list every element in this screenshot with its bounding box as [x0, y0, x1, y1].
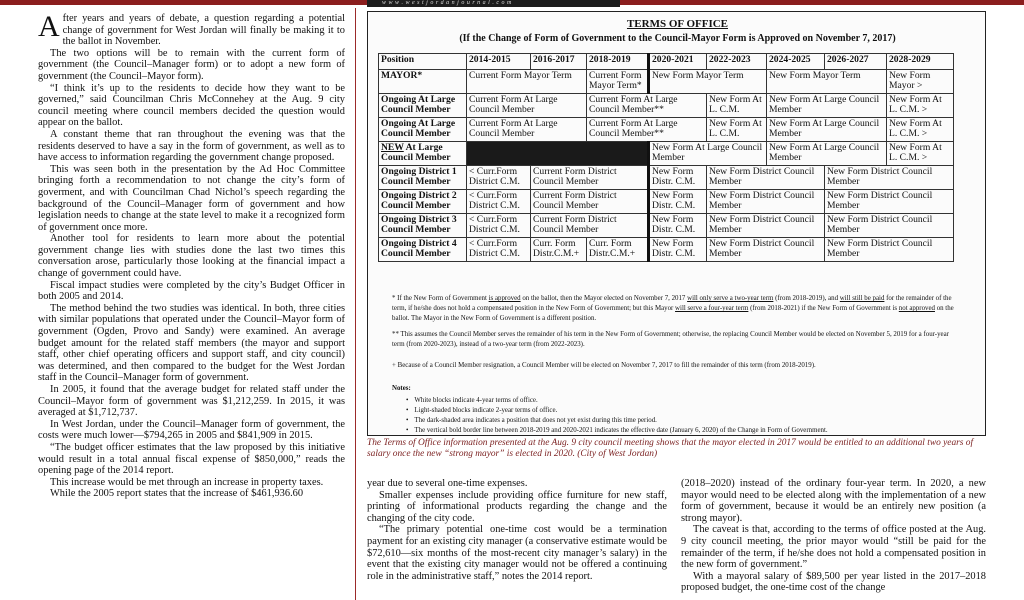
article-paragraph: Smaller expenses include providing office furniture for new staff, printing of informational products regarding the change and the changing of the city code.: [367, 489, 667, 524]
table-row: [379, 118, 954, 142]
table-header-row: [379, 54, 954, 70]
table-header-cell: 2018-2019: [587, 54, 649, 70]
article-paragraph: In 2005, it found that the average budget for related staff under the Council–Mayor form of government was $1,212,259. In 2015, it was averaged at $1,712,737.: [38, 384, 345, 419]
table-cell: < Curr.Form District C.M.: [467, 190, 531, 214]
table-header-cell: 2028-2029: [887, 54, 954, 70]
table-cell: Current Form At Large Council Member**: [587, 94, 707, 118]
table-cell: NEW At Large Council Member: [379, 142, 467, 166]
table-cell: New Form Distr. C.M.: [649, 238, 707, 262]
table-cell: Current Form District Council Member: [531, 166, 649, 190]
table-cell: New Form At Large Council Member: [767, 94, 887, 118]
table-row: [379, 166, 954, 190]
table-cell: New Form District Council Member: [707, 238, 825, 262]
table-row: [379, 70, 954, 94]
table-header-cell: Position: [379, 54, 467, 70]
table-cell: Ongoing At Large Council Member: [379, 118, 467, 142]
header-band: [367, 0, 620, 7]
table-cell: Curr. Form Distr.C.M.+: [587, 238, 649, 262]
figure-caption: The Terms of Office information presented at the Aug. 9 city council meeting shows that the mayor elected in 2017 would be entitled to an additional two years of salary once the new “strong mayor” is elected in 2020. (City of West Jordan): [367, 438, 974, 459]
article-paragraph: After years and years of debate, a question regarding a potential change of government for West Jordan will finally be making it to the ballot in November.: [38, 13, 345, 48]
table-cell: Current Form At Large Council Member**: [587, 118, 707, 142]
red-rule-left: [0, 0, 367, 5]
table-cell: Curr. Form Distr.C.M.+: [531, 238, 587, 262]
terms-subtitle: (If the Change of Form of Government to the Council-Mayor Form is Approved on November 7, 2017): [459, 33, 896, 44]
table-header-cell: 2026-2027: [825, 54, 887, 70]
article-paragraph: In West Jordan, under the Council–Manager form of government, the costs were much lower—$794,265 in 2005 and $841,909 in 2015.: [38, 418, 345, 442]
article-paragraph: The method behind the two studies was identical. In both, three cities with similar populations that operated under the Council–Mayor form of government (Ogden, Provo and Sandy) were examined. An average budget amount for the related staff members (the mayor and support staff, other chief operating officers and support staff, and city council) was determined, and then compared to the budget for the West Jordan staff in the Council–Manager form of government.: [38, 302, 345, 384]
table-cell: New Form At Large Council Member: [649, 142, 767, 166]
terms-title: TERMS OF OFFICE: [626, 18, 729, 30]
terms-table: [378, 53, 954, 262]
table-cell: New Form At L. C.M. >: [887, 118, 954, 142]
table-row: [379, 238, 954, 262]
table-header-cell: 2024-2025: [767, 54, 825, 70]
table-cell: New Form District Council Member: [825, 166, 954, 190]
list-item: • Light-shaded blocks indicate 2-year terms of office.: [406, 406, 956, 416]
table-header-cell: 2022-2023: [707, 54, 767, 70]
table-cell: New Form At L. C.M.: [707, 94, 767, 118]
article-paragraph: The two options will be to remain with the current form of government (the Council–Manager form) or to adopt a new form of government (the Council–Mayor form).: [38, 47, 345, 82]
notes-list: [406, 396, 956, 436]
drop-cap: A: [38, 13, 60, 43]
table-cell: New Form District Council Member: [707, 214, 825, 238]
table-cell: New Form Distr. C.M.: [649, 190, 707, 214]
article-paragraph: “The primary potential one-time cost would be a termination payment for an existing city manager (a conservative estimate would be $72,610—six months of the most-recent city manager’s salary) in the event that the existing city manager would not be offered a continuing role in the administrative staff,” notes the 2014 report.: [367, 524, 667, 582]
table-row: [379, 190, 954, 214]
article-left-column: [38, 13, 345, 600]
article-paragraph: With a mayoral salary of $89,500 per year listed in the 2017–2018 proposed budget, the one-time cost of the change: [681, 570, 986, 594]
table-header-cell: 2014-2015: [467, 54, 531, 70]
table-cell: New Form Distr. C.M.: [649, 166, 707, 190]
table-cell: New Form Mayor Term: [767, 70, 887, 94]
table-cell: MAYOR*: [379, 70, 467, 94]
table-cell: Current Form Mayor Term*: [587, 70, 649, 94]
table-cell: New Form At L. C.M.: [707, 118, 767, 142]
table-cell: Current Form District Council Member: [531, 190, 649, 214]
table-row: [379, 94, 954, 118]
list-item: • The dark-shaded area indicates a position that does not yet exist during this time period.: [406, 416, 956, 426]
table-cell: < Curr.Form District C.M.: [467, 238, 531, 262]
article-paragraph: While the 2005 report states that the increase of $461,936.60: [50, 488, 304, 500]
article-paragraph: This increase would be met through an increase in property taxes.: [50, 476, 324, 488]
article-right-column: [681, 478, 986, 600]
table-header-cell: 2016-2017: [531, 54, 587, 70]
footnote-mayor: * If the New Form of Government is approved on the ballot, then the Mayor elected on November 7, 2017 will only serve a two-year term (from 2018-2019), and will still be paid for the remainder of the term, if he/she does not hold a compensated position in the New Form of Government; but this Mayor will serve a four-year term (from 2018-2021) if the New Form of Government is not approved on the ballot. The Mayor in the New Form of Government is a different position.: [392, 295, 954, 322]
article-paragraph: “The budget officer estimates that the law proposed by this initiative would result in a total annual fiscal expense of $850,000,” reads the opening page of the 2014 report.: [38, 441, 345, 477]
article-paragraph: year due to several one-time expenses.: [367, 478, 528, 489]
list-item: • The vertical bold border line between 2018-2019 and 2020-2021 indicates the effective date (January 6, 2020) of the Change in Form of Government.: [406, 426, 956, 436]
table-cell: New Form District Council Member: [825, 190, 954, 214]
article-paragraph: (2018–2020) instead of the ordinary four-year term. In 2020, a new mayor would need to be elected along with the implementation of a new form of government, because it would be an entirely new position (a strong mayor).: [681, 478, 986, 524]
table-header-cell: 2020-2021: [649, 54, 707, 70]
article-paragraph: A constant theme that ran throughout the evening was that the residents deserved to have a say in the form of government, as well as to have access to information regarding the government change proposed.: [38, 128, 345, 164]
footnote-council-member: ** This assumes the Council Member serves the remainder of his term in the New Form of Government; otherwise, the replacing Council Member would be elected on November 5, 2019 for a four-year term (from 2020-2023), instead of a two-year term (from 2022-2023).: [392, 331, 949, 348]
table-cell: New Form At Large Council Member: [767, 142, 887, 166]
table-cell: New Form Distr. C.M.: [649, 214, 707, 238]
table-cell: New Form At Large Council Member: [767, 118, 887, 142]
table-cell: Ongoing At Large Council Member: [379, 94, 467, 118]
table-cell: New Form At L. C.M. >: [887, 142, 954, 166]
table-cell: New Form District Council Member: [707, 190, 825, 214]
column-divider: [355, 8, 356, 600]
table-cell: New Form At L. C.M. >: [887, 94, 954, 118]
dark-shaded-cell: [467, 142, 649, 166]
table-cell: New Form Mayor >: [887, 70, 954, 94]
table-cell: Ongoing District 3 Council Member: [379, 214, 467, 238]
table-cell: New Form District Council Member: [825, 238, 954, 262]
table-cell: Current Form Mayor Term: [467, 70, 587, 94]
table-row: [379, 142, 954, 166]
table-cell: Ongoing District 4 Council Member: [379, 238, 467, 262]
table-cell: New Form District Council Member: [825, 214, 954, 238]
table-cell: Current Form At Large Council Member: [467, 118, 587, 142]
table-cell: < Curr.Form District C.M.: [467, 214, 531, 238]
table-cell: Current Form At Large Council Member: [467, 94, 587, 118]
red-rule-right: [620, 0, 1024, 5]
article-middle-column: [367, 478, 667, 600]
article-paragraph: The caveat is that, according to the terms of office posted at the Aug. 9 city council meeting, the prior mayor would “still be paid for the remainder of the term, if he/she does not hold a compensated position in the new form of government.”: [681, 524, 986, 571]
list-item: • White blocks indicate 4-year terms of office.: [406, 396, 956, 406]
footnote-resignation: + Because of a Council Member resignation, a Council Member will be elected on November 7, 2017 to fill the remainder of this term (from 2018-2019).: [392, 362, 816, 369]
table-cell: < Curr.Form District C.M.: [467, 166, 531, 190]
table-cell: New Form Mayor Term: [649, 70, 767, 94]
terms-of-office-figure: [367, 11, 986, 436]
header-band-text: w w w . w e s t j o r d a n j o u r n a l . c o m: [382, 0, 512, 6]
article-paragraph: This was seen both in the presentation by the Ad Hoc Committee bringing forth a recommendation to not change the city’s form of goverment, and with Councilman Chad Nichol’s speech regarding the background of the Council–Manager form of government and how legislation needs to change at the state level to make it a recognized form of government once more.: [38, 163, 345, 233]
notes-heading: Notes:: [392, 385, 411, 392]
article-paragraph: “I think it’s up to the residents to decide how they want to be governed,” said Councilman Chris McConnehey at the Aug. 9 city council meeting where council members decided the question would appear on the ballot.: [38, 82, 345, 129]
table-cell: Ongoing District 1 Council Member: [379, 166, 467, 190]
table-cell: Current Form District Council Member: [531, 214, 649, 238]
table-cell: Ongoing District 2 Council Member: [379, 190, 467, 214]
table-row: [379, 214, 954, 238]
article-paragraph: Another tool for residents to learn more about the potential government change lies with studies done the last two times this conversation arose, particularly those looking at the financial impact a change of government could have.: [38, 233, 345, 280]
table-cell: New Form District Council Member: [707, 166, 825, 190]
article-paragraph: Fiscal impact studies were completed by the city’s Budget Officer in both 2005 and 2014.: [38, 279, 345, 303]
